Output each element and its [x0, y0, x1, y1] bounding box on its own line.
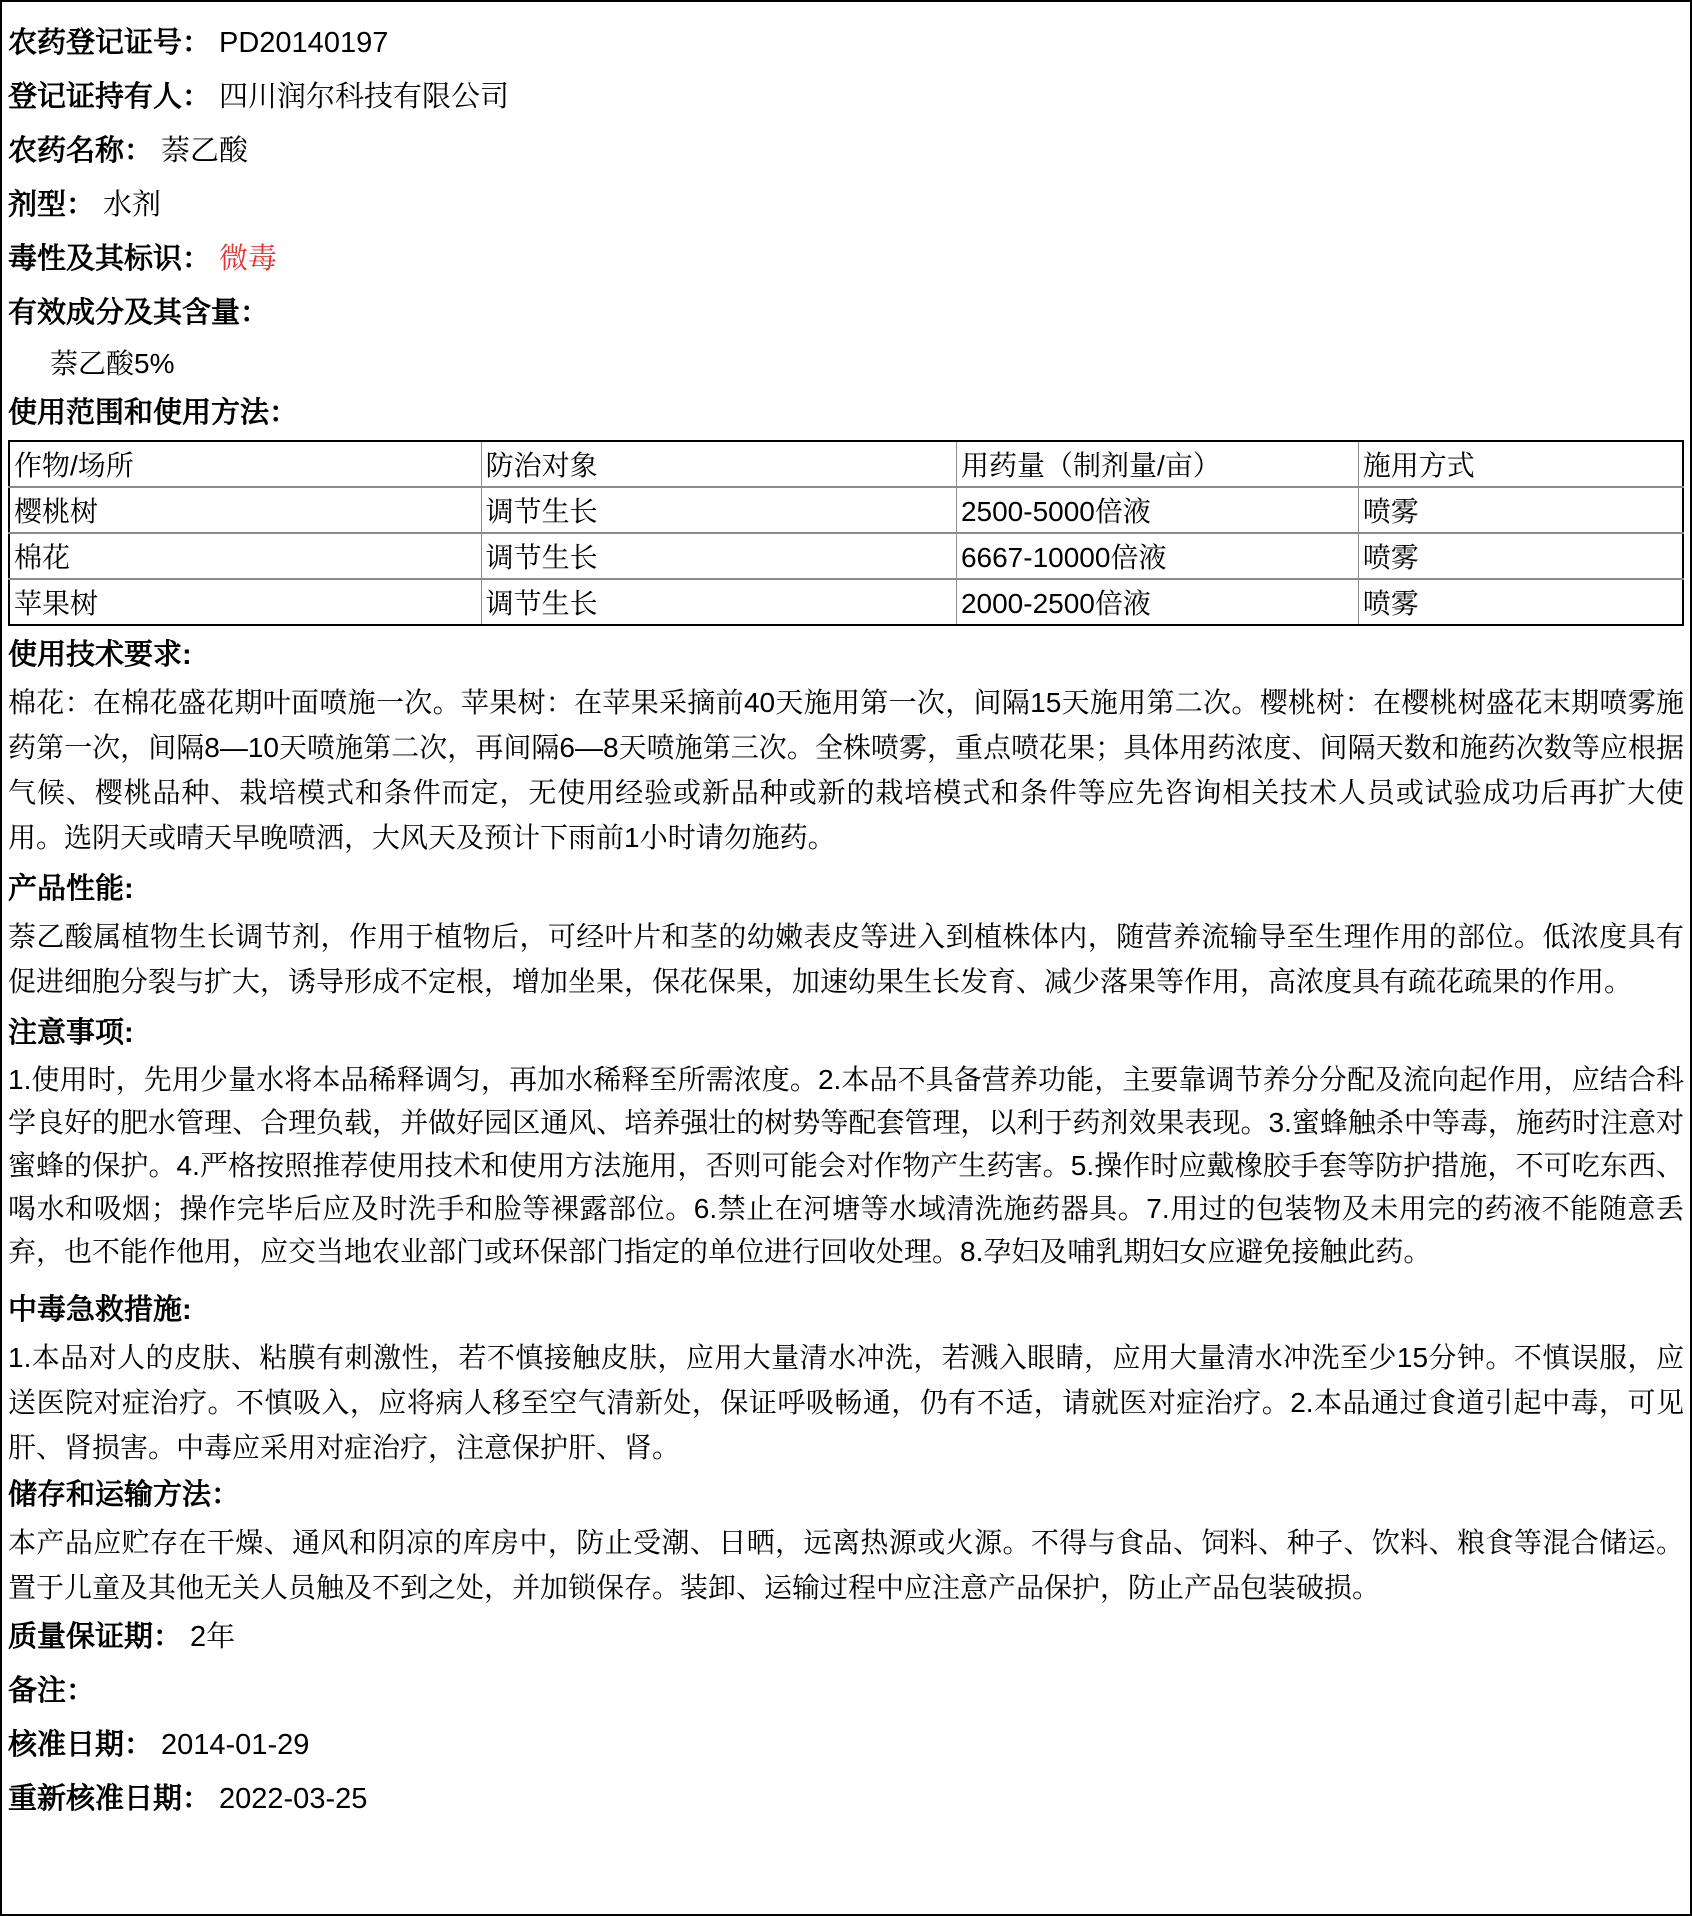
- toxicity-value: 微毒: [219, 243, 278, 275]
- field-pesticide-name: [8, 124, 1684, 178]
- field-approval-date: [8, 1718, 1684, 1772]
- active-ingredient-content: 萘乙酸5%: [50, 348, 175, 379]
- field-value: 2022-03-25: [219, 1783, 368, 1815]
- table-row: [9, 487, 1683, 533]
- col-header-dosage: 用药量（制剂量/亩）: [956, 441, 1358, 487]
- field-label: 质量保证期：: [8, 1621, 183, 1653]
- field-value: 2014-01-29: [161, 1729, 310, 1761]
- cell-crop: 棉花: [9, 533, 481, 579]
- cell-dosage: 2500-5000倍液: [956, 487, 1358, 533]
- precautions-heading: 注意事项:: [8, 1017, 134, 1049]
- field-label: 备注：: [8, 1675, 96, 1707]
- precautions-content: 1.使用时，先用少量水将本品稀释调匀，再加水稀释至所需浓度。2.本品不具备营养功能，主要靠调节养分分配及流向起作用，应结合科学良好的肥水管理、合理负载，并做好园区通风、培养强壮的树势等配套管理，以利于药剂效果表现。3.蜜蜂触杀中等毒，施药时注意对蜜蜂的保护。4.严格按照推荐使用技术和使用方法施用，否则可能会对作物产生药害。5.操作时应戴橡胶手套等防护措施，不可吃东西、喝水和吸烟；操作完毕后应及时洗手和脸等裸露部位。6.禁止在河塘等水域清洗施药器具。7.用过的包装物及未用完的药液不能随意丢弃，也不能作他用，应交当地农业部门或环保部门指定的单位进行回收处理。8.孕妇及哺乳期妇女应避免接触此药。: [8, 1064, 1684, 1267]
- active-ingredient-heading: 有效成分及其含量：: [8, 297, 270, 329]
- field-remarks: [8, 1664, 1684, 1718]
- table-row: [9, 533, 1683, 579]
- field-label: 剂型：: [8, 189, 96, 221]
- field-value: PD20140197: [219, 27, 389, 59]
- field-warranty-period: [8, 1610, 1684, 1664]
- tech-requirements-content: 棉花：在棉花盛花期叶面喷施一次。苹果树：在苹果采摘前40天施用第一次，间隔15天施用第二次。樱桃树：在樱桃树盛花末期喷雾施药第一次，间隔8—10天喷施第二次，再间隔6—8天喷施第三次。全株喷雾，重点喷花果；具体用药浓度、间隔天数和施药次数等应根据气候、樱桃品种、栽培模式和条件而定，无使用经验或新品种或新的栽培模式和条件等应先咨询相关技术人员或试验成功后再扩大使用。选阴天或晴天早晚喷洒，大风天及预计下雨前1小时请勿施药。: [8, 687, 1684, 853]
- field-registration-number: [8, 16, 1684, 70]
- cell-target: 调节生长: [481, 579, 956, 625]
- usage-table: [8, 440, 1684, 626]
- product-performance-heading: 产品性能:: [8, 873, 134, 905]
- field-label: 登记证持有人：: [8, 81, 212, 113]
- cell-dosage: 6667-10000倍液: [956, 533, 1358, 579]
- field-value: 萘乙酸: [161, 135, 249, 167]
- col-header-method: 施用方式: [1358, 441, 1683, 487]
- field-label: 农药登记证号：: [8, 27, 212, 59]
- col-header-target: 防治对象: [481, 441, 956, 487]
- usage-table-body: [9, 487, 1683, 625]
- cell-method: 喷雾: [1358, 533, 1683, 579]
- tech-requirements-heading: 使用技术要求:: [8, 639, 192, 671]
- cell-target: 调节生长: [481, 487, 956, 533]
- field-reapproval-date: [8, 1772, 1684, 1826]
- field-value: 水剂: [103, 189, 162, 221]
- first-aid-content: 1.本品对人的皮肤、粘膜有刺激性，若不慎接触皮肤，应用大量清水冲洗，若溅入眼睛，应用大量清水冲洗至少15分钟。不慎误服，应送医院对症治疗。不慎吸入，应将病人移至空气清新处，保证呼吸畅通，仍有不适，请就医对症治疗。2.本品通过食道引起中毒，可见肝、肾损害。中毒应采用对症治疗，注意保护肝、肾。: [8, 1342, 1684, 1463]
- field-value: 2年: [190, 1621, 236, 1653]
- cell-method: 喷雾: [1358, 579, 1683, 625]
- usage-scope-heading: 使用范围和使用方法：: [8, 397, 299, 429]
- field-label: 核准日期：: [8, 1729, 154, 1761]
- cell-target: 调节生长: [481, 533, 956, 579]
- storage-heading: 储存和运输方法：: [8, 1479, 241, 1511]
- storage-content: 本产品应贮存在干燥、通风和阴凉的库房中，防止受潮、日晒，远离热源或火源。不得与食品、饲料、种子、饮料、粮食等混合储运。置于儿童及其他无关人员触及不到之处，并加锁保存。装卸、运输过程中应注意产品保护，防止产品包装破损。: [8, 1527, 1684, 1603]
- product-performance-content: 萘乙酸属植物生长调节剂，作用于植物后，可经叶片和茎的幼嫩表皮等进入到植株体内，随营养流输导至生理作用的部位。低浓度具有促进细胞分裂与扩大，诱导形成不定根，增加坐果，保花保果，加速幼果生长发育、减少落果等作用，高浓度具有疏花疏果的作用。: [8, 921, 1684, 997]
- field-value: [95, 1675, 103, 1707]
- field-label: 重新核准日期：: [8, 1783, 212, 1815]
- usage-table-header: [9, 441, 1683, 487]
- field-formulation-type: [8, 178, 1684, 232]
- cell-method: 喷雾: [1358, 487, 1683, 533]
- cell-crop: 樱桃树: [9, 487, 481, 533]
- first-aid-heading: 中毒急救措施:: [8, 1294, 192, 1326]
- table-header-row: [9, 441, 1683, 487]
- cell-crop: 苹果树: [9, 579, 481, 625]
- col-header-crop: 作物/场所: [14, 450, 134, 481]
- field-label: 毒性及其标识：: [8, 243, 212, 275]
- field-label: 农药名称：: [8, 135, 154, 167]
- field-toxicity: [8, 232, 1684, 286]
- cell-dosage: 2000-2500倍液: [956, 579, 1358, 625]
- table-row: [9, 579, 1683, 625]
- field-value: 四川润尔科技有限公司: [219, 81, 510, 113]
- field-certificate-holder: [8, 70, 1684, 124]
